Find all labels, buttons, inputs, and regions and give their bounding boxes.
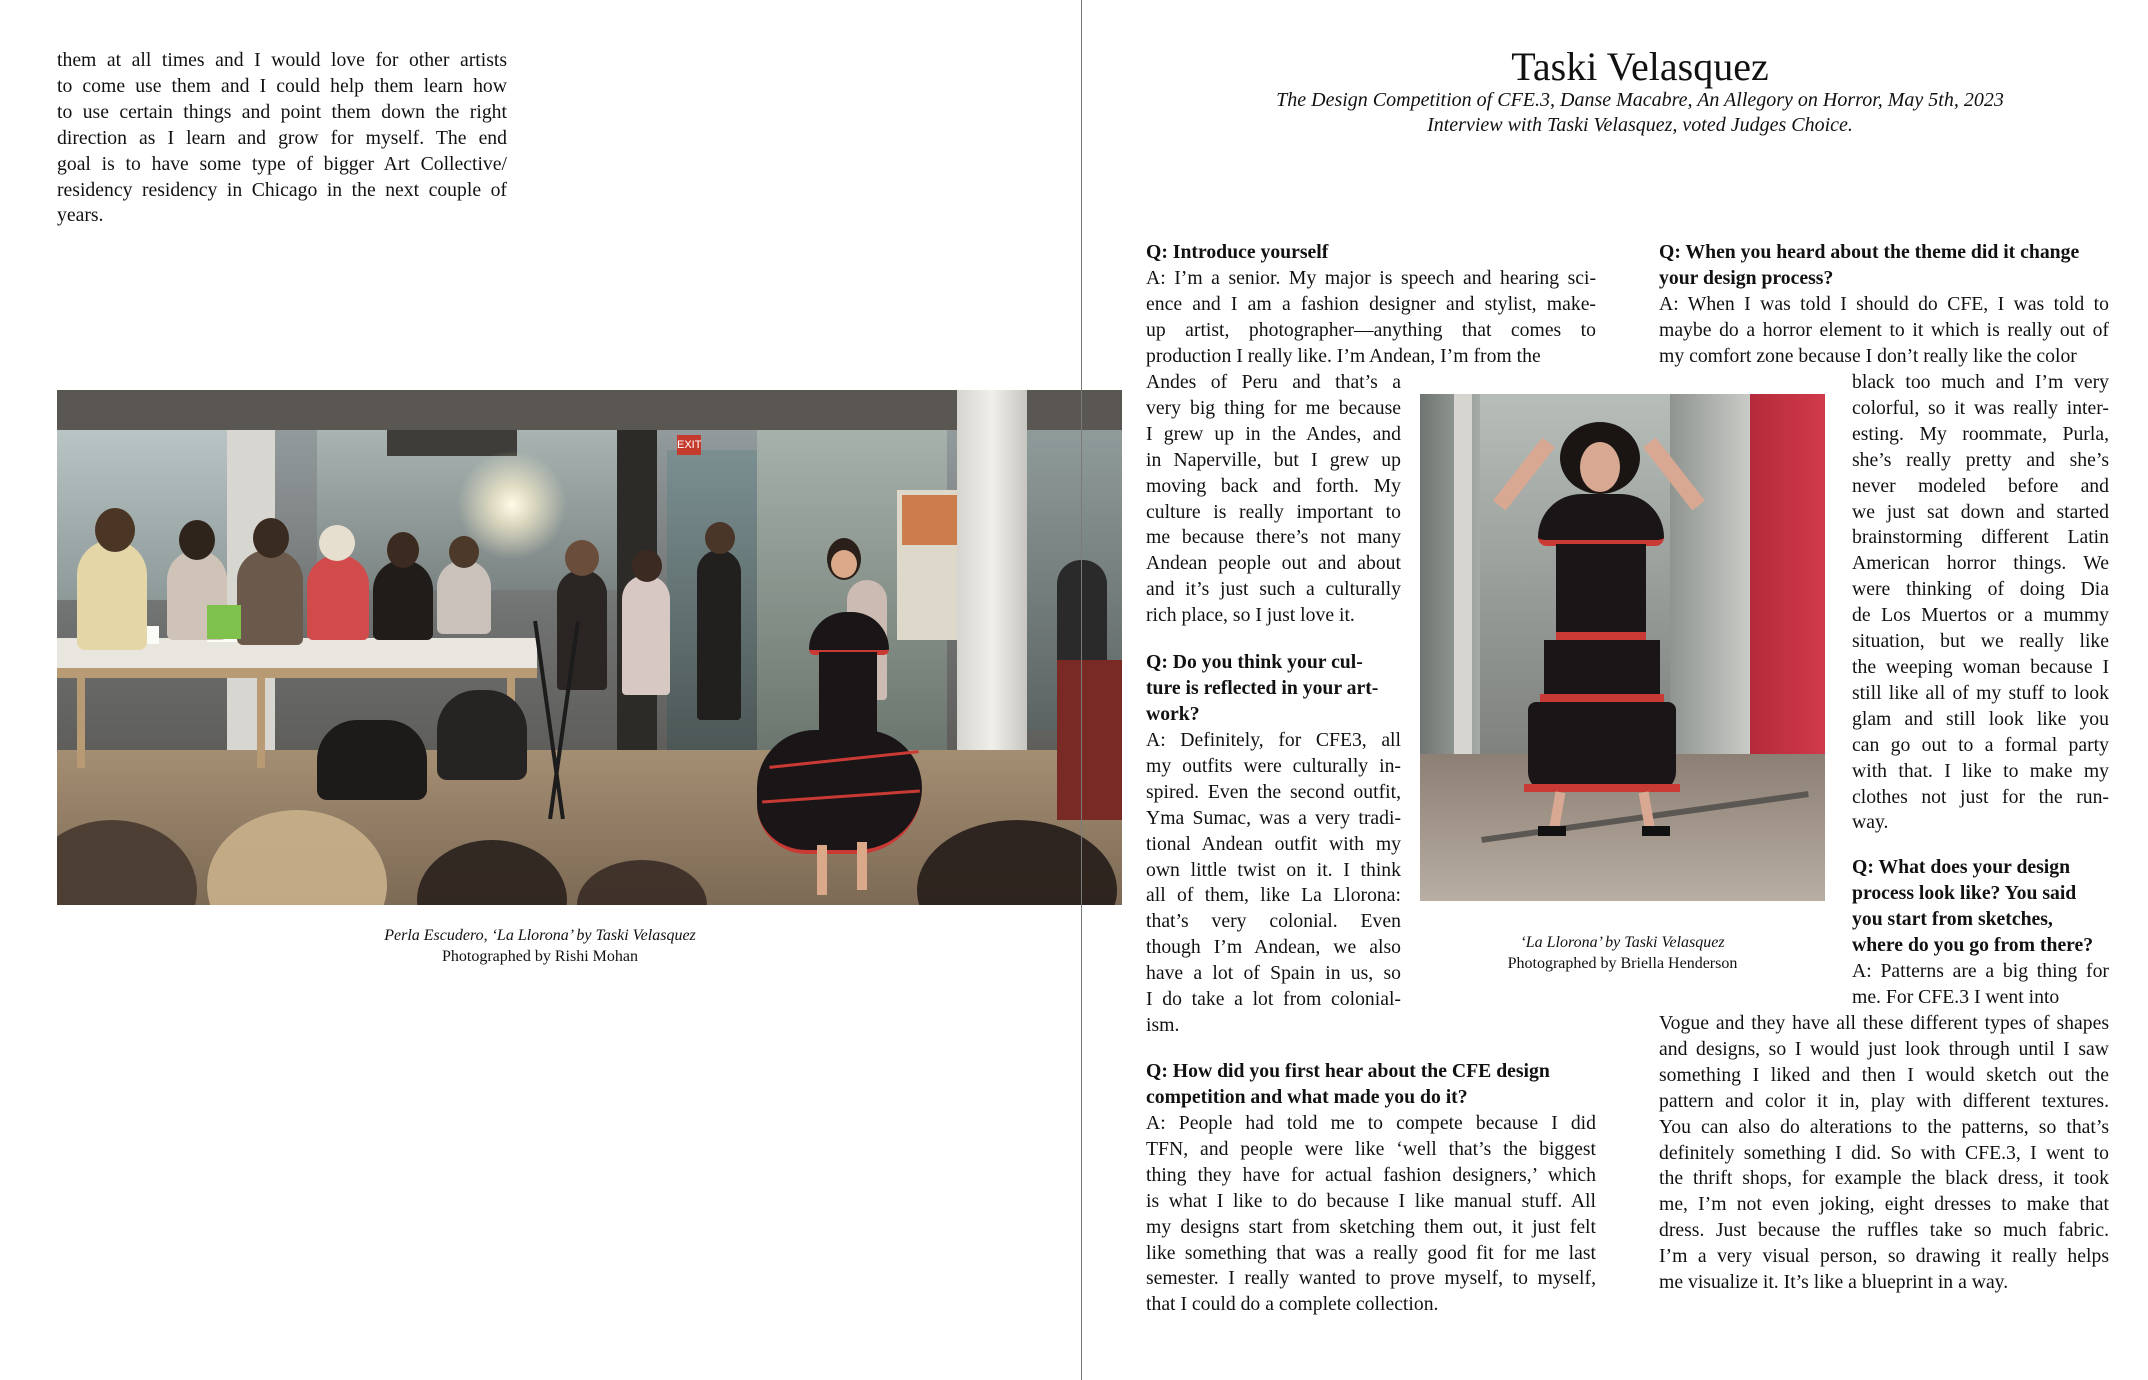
- text-line: goal is to have some type of bigger Art Collective/: [57, 152, 507, 175]
- text-line: and it’s just such a culturally: [1146, 578, 1401, 601]
- exit-sign: EXIT: [677, 435, 701, 455]
- answer-theme-full: [1659, 292, 2109, 370]
- text-line: A: I’m a senior. My major is speech and hearing sci-: [1146, 267, 1596, 289]
- text-line: definitely something I did. So with CFE.3, I went to: [1659, 1141, 2109, 1164]
- text-line: dress. Just because the ruffles take so much fabric.: [1659, 1219, 2109, 1242]
- text-line: process look like? You said: [1852, 881, 2077, 904]
- article-subtitle-line1: The Design Competition of CFE.3, Danse Macabre, An Allegory on Horror, May 5th, 2023: [1276, 89, 2004, 111]
- text-line: American horror things. We: [1852, 552, 2109, 575]
- text-line: production I really like. I’m Andean, I’m from the: [1146, 344, 1541, 367]
- text-line: like something that was a really good fit for me last: [1146, 1241, 1596, 1264]
- text-line: very big thing for me because: [1146, 396, 1401, 419]
- text-line: something I liked and then I would sketch out the: [1659, 1063, 2109, 1086]
- text-line: I’m a very visual person, so drawing it really helps: [1659, 1245, 2109, 1268]
- text-line: brainstorming different Latin: [1852, 526, 2109, 549]
- text-line: pattern and color it in, play with different textures.: [1659, 1089, 2109, 1112]
- text-line: esting. My roommate, Purla,: [1852, 422, 2109, 445]
- text-line: glam and still look like you: [1852, 707, 2109, 730]
- answer-design-process-full: [1659, 1011, 2109, 1296]
- text-line: A: When I was told I should do CFE, I was told to: [1659, 293, 2109, 315]
- article-subtitle-line2: Interview with Taski Velasquez, voted Judges Choice.: [1427, 114, 1853, 136]
- text-line: I do take a lot from colonial-: [1146, 988, 1401, 1011]
- text-line: she’s really pretty and she’s: [1852, 448, 2109, 471]
- runway-photo-caption: [300, 925, 780, 967]
- text-line: Q: Do you think your cul-: [1146, 651, 1363, 673]
- text-line: direction as I learn and grow for myself. The end: [57, 126, 507, 149]
- text-line: ence and I am a fashion designer and stylist, make-: [1146, 292, 1596, 315]
- text-line: residency residency in Chicago in the next couple of: [57, 178, 507, 201]
- text-line: still like all of my stuff to look: [1852, 681, 2109, 704]
- text-line: semester. I really wanted to prove myself, to myself,: [1146, 1267, 1596, 1290]
- text-line: tional Andean outfit with my: [1146, 832, 1401, 855]
- answer-design-process-narrow: [1852, 959, 2109, 1011]
- text-line: competition and what made you do it?: [1146, 1085, 1468, 1108]
- text-line: them at all times and I would love for other artists: [57, 49, 507, 71]
- portrait-photo-caption: [1420, 932, 1825, 974]
- text-line: in Naperville, but I grew up: [1146, 448, 1401, 471]
- text-line: all of them, like La Llorona:: [1146, 884, 1401, 907]
- text-line: Yma Sumac, was a very tradi-: [1146, 806, 1401, 829]
- text-line: moving back and forth. My: [1146, 474, 1401, 497]
- text-line: we just sat down and started: [1852, 500, 2109, 523]
- runway-photo: [57, 390, 1122, 905]
- text-line: my outfits were culturally in-: [1146, 754, 1401, 777]
- text-line: culture is really important to: [1146, 500, 1401, 523]
- text-line: have a lot of Spain in us, so: [1146, 962, 1401, 985]
- answer-theme-narrow: [1852, 370, 2109, 836]
- text-line: Andean people out and about: [1146, 552, 1401, 575]
- model-portrait-photo: [1420, 394, 1825, 901]
- text-line: that I could do a complete collection.: [1146, 1293, 1439, 1316]
- text-line: the weeping woman because I: [1852, 655, 2109, 678]
- text-line: that’s very colonial. Even: [1146, 910, 1401, 933]
- text-line: up artist, photographer—anything that comes to: [1146, 318, 1596, 341]
- text-line: ture is reflected in your art-: [1146, 676, 1379, 699]
- text-line: clothes not just for the run-: [1852, 785, 2109, 808]
- text-line: to use certain things and point them down the right: [57, 100, 507, 123]
- text-line: spired. Even the second outfit,: [1146, 780, 1401, 803]
- text-line: with that. I like to make my: [1852, 759, 2109, 782]
- runway-caption-credit: Photographed by Rishi Mohan: [442, 948, 638, 965]
- text-line: though I’m Andean, we also: [1146, 936, 1401, 959]
- question-theme: [1659, 240, 2109, 292]
- text-line: can go out to a formal party: [1852, 733, 2109, 756]
- article-title: Taski Velasquez: [1511, 44, 1769, 89]
- text-line: the thrift shops, for example the black dress, it took: [1659, 1167, 2109, 1190]
- text-line: A: Definitely, for CFE3, all: [1146, 729, 1401, 751]
- answer-first-hear: [1146, 1111, 1596, 1318]
- text-line: situation, but we really like: [1852, 630, 2109, 653]
- text-line: TFN, and people were like ‘well that’s the biggest: [1146, 1137, 1596, 1160]
- text-line: black too much and I’m very: [1852, 371, 2109, 393]
- text-line: my comfort zone because I don’t really like the color: [1659, 344, 2077, 367]
- text-line: way.: [1852, 811, 1889, 834]
- text-line: work?: [1146, 702, 1200, 725]
- text-line: You can also do alterations to the patterns, so that’s: [1659, 1115, 2109, 1138]
- text-line: Q: What does your design: [1852, 856, 2071, 878]
- text-line: A: People had told me to compete because I did: [1146, 1112, 1596, 1134]
- answer-introduce-full: [1146, 266, 1596, 370]
- text-line: A: Patterns are a big thing for: [1852, 960, 2109, 982]
- text-line: years.: [57, 204, 104, 227]
- text-line: me because there’s not many: [1146, 526, 1401, 549]
- text-line: is what I like to do because I like manual stuff. All: [1146, 1189, 1596, 1212]
- text-line: where do you go from there?: [1852, 933, 2094, 956]
- question-first-hear: [1146, 1059, 1596, 1111]
- text-line: me visualize it. It’s like a blueprint in a way.: [1659, 1271, 2009, 1294]
- page-gutter-divider: [1081, 0, 1082, 1380]
- text-line: Q: When you heard about the theme did it change: [1659, 241, 2080, 263]
- text-line: maybe do a horror element to it which is really out of: [1659, 318, 2109, 341]
- question-culture: [1146, 650, 1401, 728]
- portrait-caption-title: ‘La Llorona’ by Taski Velasquez: [1520, 934, 1725, 951]
- text-line: colorful, so it was really inter-: [1852, 396, 2109, 419]
- text-line: I grew up in the Andes, and: [1146, 422, 1401, 445]
- text-line: were thinking of doing Dia: [1852, 578, 2109, 601]
- runway-caption-title: Perla Escudero, ‘La Llorona’ by Taski Velasquez: [384, 927, 696, 944]
- text-line: your design process?: [1659, 266, 1834, 289]
- text-line: own little twist on it. I think: [1146, 858, 1401, 881]
- text-line: me, I’m not even joking, eight dresses to make that: [1659, 1193, 2109, 1216]
- text-line: ism.: [1146, 1013, 1180, 1036]
- question-design-process: [1852, 855, 2109, 959]
- left-intro-paragraph: [57, 48, 507, 229]
- portrait-caption-credit: Photographed by Briella Henderson: [1507, 955, 1738, 972]
- text-line: Vogue and they have all these different types of shapes: [1659, 1012, 2109, 1034]
- text-line: never modeled before and: [1852, 474, 2109, 497]
- answer-culture: [1146, 728, 1401, 1039]
- text-line: thing they have for actual fashion designers,’ which: [1146, 1163, 1596, 1186]
- text-line: and designs, so I would just look through until I saw: [1659, 1037, 2109, 1060]
- text-line: Q: How did you first hear about the CFE design: [1146, 1060, 1550, 1082]
- question-introduce: Q: Introduce yourself: [1146, 241, 1329, 263]
- answer-introduce-narrow: [1146, 370, 1401, 629]
- text-line: you start from sketches,: [1852, 907, 2053, 930]
- text-line: my designs start from sketching them out, it just felt: [1146, 1215, 1596, 1238]
- text-line: me. For CFE.3 I went into: [1852, 985, 2060, 1008]
- text-line: Andes of Peru and that’s a: [1146, 371, 1401, 393]
- text-line: de Los Muertos or a mummy: [1852, 604, 2109, 627]
- text-line: to come use them and I could help them learn how: [57, 74, 507, 97]
- text-line: rich place, so I just love it.: [1146, 604, 1355, 627]
